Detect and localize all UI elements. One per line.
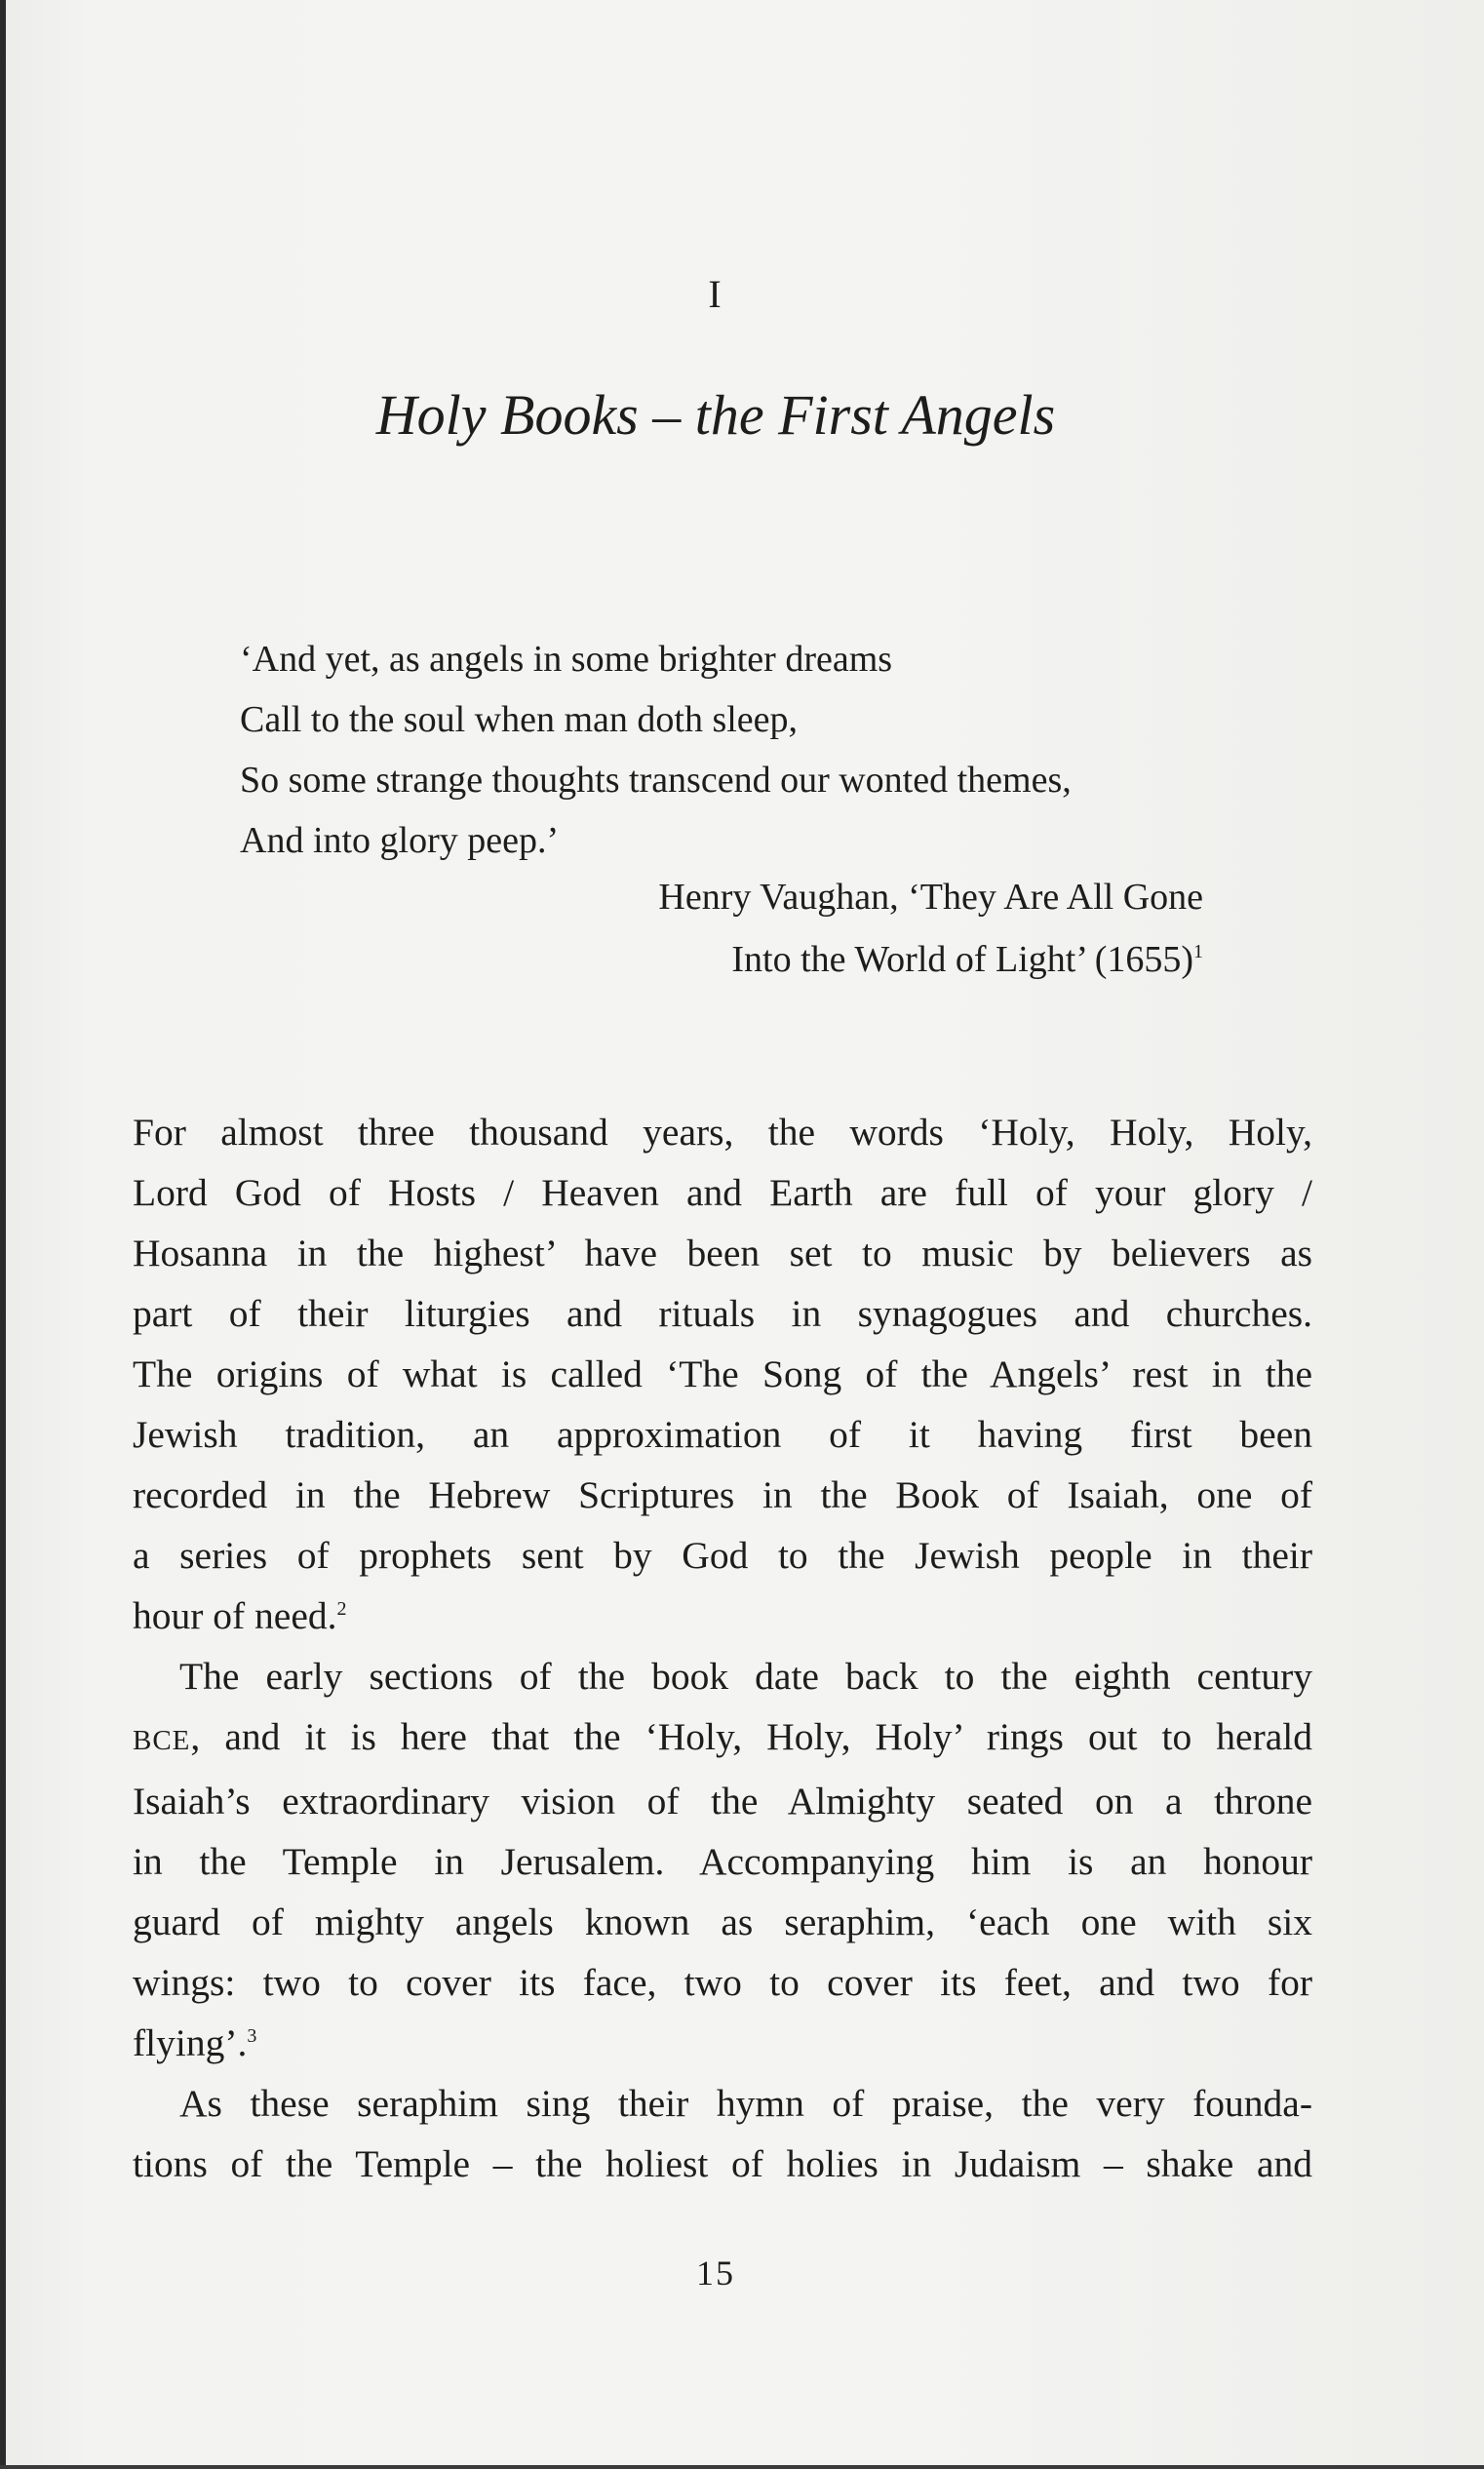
footnote-marker: 3 [247,2025,257,2047]
text-line: Jewish tradition, an approximation of it having first been [133,1413,1312,1456]
page-edge-shadow [0,0,6,2469]
text-line: The origins of what is called ‘The Song of the Angels’ rest in the [133,1352,1312,1395]
text-fragment: hour of need. [133,1594,337,1637]
attribution-text: Into the World of Light’ (1655) [731,939,1193,980]
text-line: tions of the Temple – the holiest of holies in Judaism – shake and [133,2142,1312,2185]
text-line: The early sections of the book date back to the eighth century [179,1655,1312,1698]
text-line: a series of prophets sent by God to the Jewish people in their [133,1534,1312,1577]
attribution-line: Henry Vaughan, ‘They Are All Gone [658,877,1203,918]
text-line [133,1706,1312,1771]
small-caps-era: BCE [133,1725,191,1756]
page-number: 15 [696,2253,735,2293]
text-line: As these seraphim sing their hymn of praise, the very founda- [179,2082,1312,2125]
text-fragment: flying’. [133,2021,248,2064]
text-line: For almost three thousand years, the words ‘Holy, Holy, Holy, [133,1111,1312,1154]
footnote-marker: 2 [336,1598,347,1620]
text-line: guard of mighty angels known as seraphim, ‘each one with six [133,1901,1312,1943]
footnote-marker: 1 [1193,941,1203,962]
epigraph-line: ‘And yet, as angels in some brighter dreams [240,639,893,680]
attribution-line [658,928,1203,991]
text-line: in the Temple in Jerusalem. Accompanying him is an honour [133,1840,1312,1883]
body-text [133,1102,1312,2194]
text-line: recorded in the Hebrew Scriptures in the Book of Isaiah, one of [133,1473,1312,1516]
epigraph-line: Call to the soul when man doth sleep, [240,699,799,740]
chapter-number: I [708,272,723,316]
text-line [133,2013,1312,2073]
epigraph-line: So some strange thoughts transcend our wonted themes, [240,760,1072,801]
page-bottom-edge [0,2465,1484,2469]
text-line: part of their liturgies and rituals in synagogues and churches. [133,1292,1312,1335]
epigraph-attribution [658,866,1203,991]
text-line: wings: two to cover its face, two to cover its feet, and two for [133,1961,1312,2004]
text-line: Hosanna in the highest’ have been set to music by believers as [133,1232,1312,1274]
chapter-title: Holy Books – the First Angels [375,383,1056,447]
epigraph [240,629,1215,871]
epigraph-line: And into glory peep.’ [240,820,560,861]
text-line [133,1586,1312,1646]
text-line: Isaiah’s extraordinary vision of the Almighty seated on a throne [133,1780,1312,1822]
text-fragment: , and it is here that the ‘Holy, Holy, Holy’ rings out to herald [190,1715,1312,1758]
text-line: Lord God of Hosts / Heaven and Earth are full of your glory / [133,1171,1312,1214]
